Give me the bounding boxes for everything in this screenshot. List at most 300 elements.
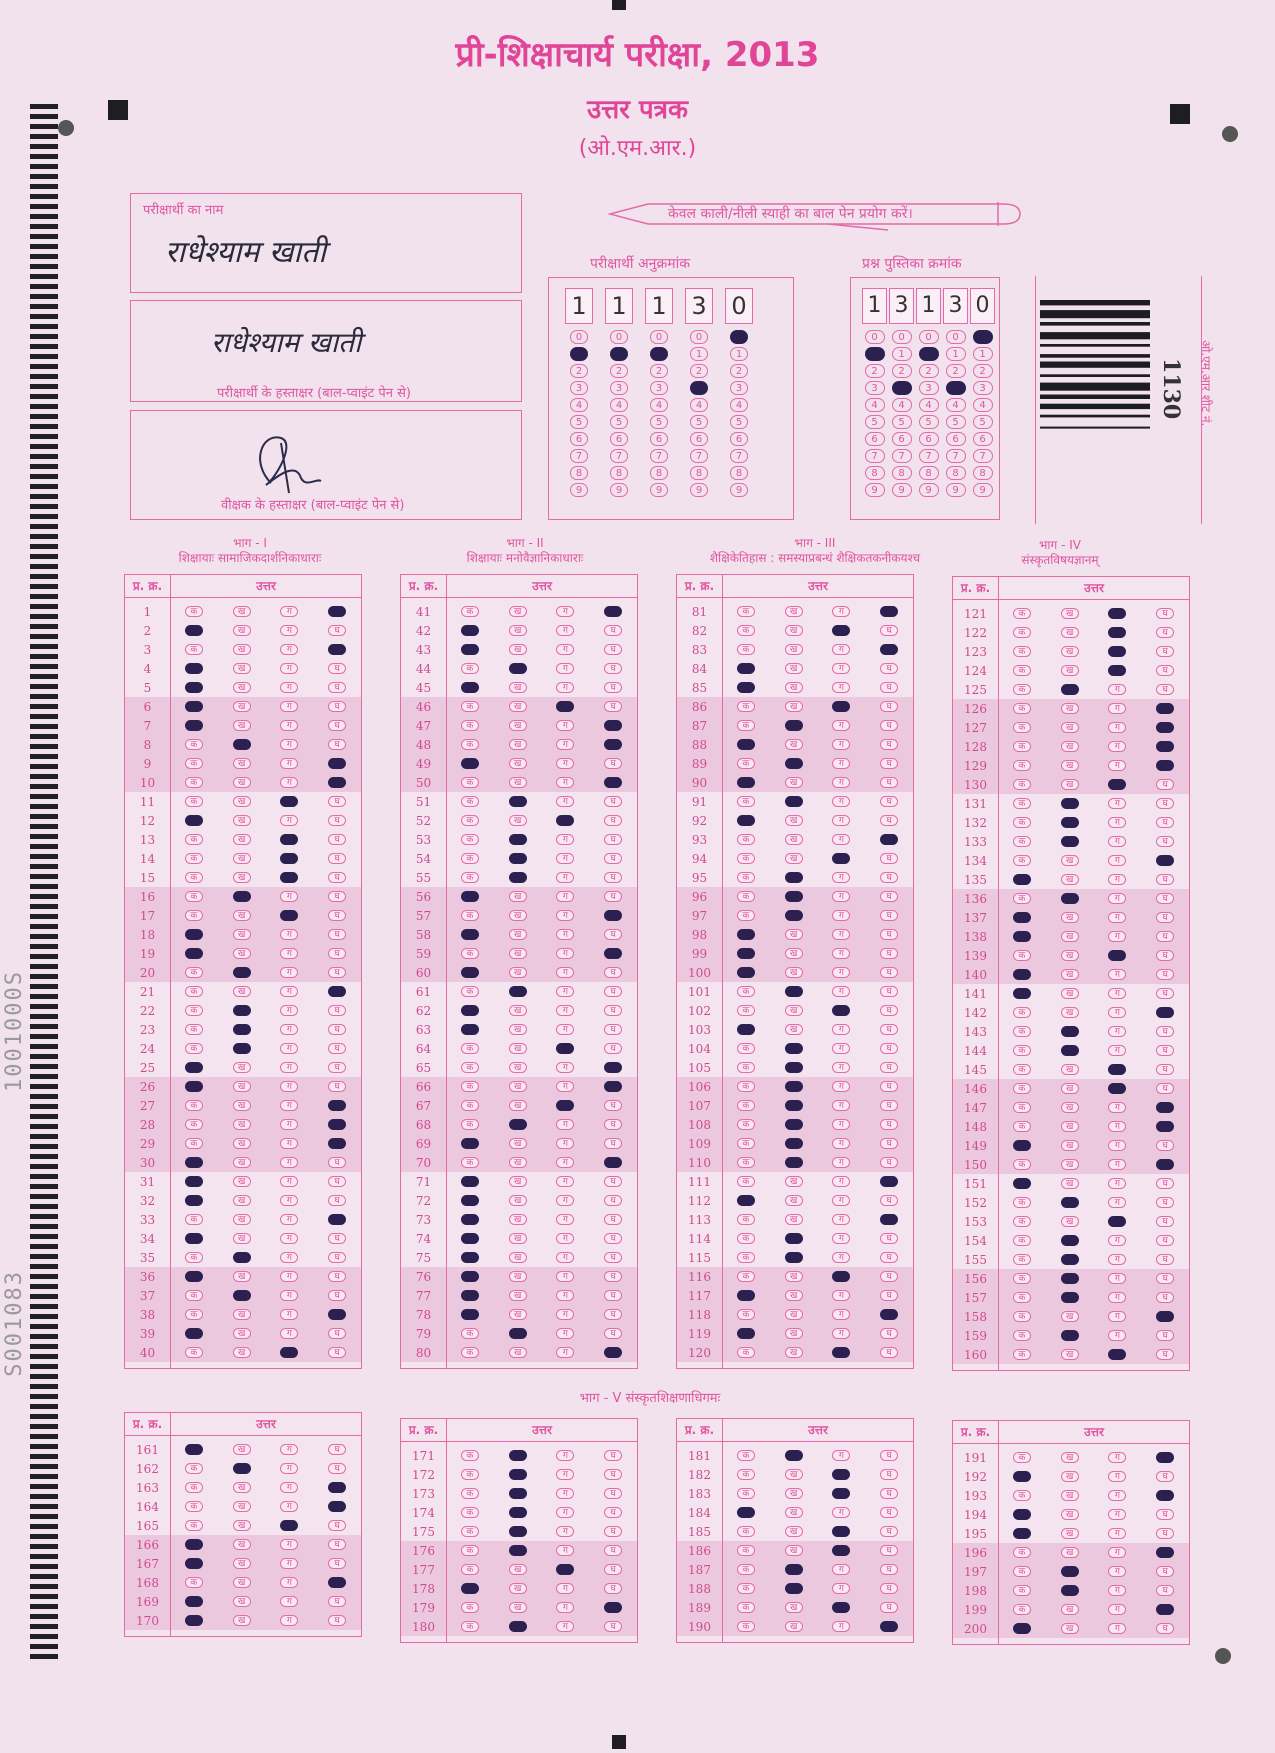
answer-bubble[interactable] [328,1214,346,1225]
answer-bubble[interactable]: ग [280,948,298,959]
answer-bubble[interactable]: ग [280,1157,298,1168]
digit-box[interactable]: 3 [889,288,914,324]
digit-bubble[interactable]: 7 [865,449,885,463]
answer-bubble[interactable]: ख [785,625,803,636]
answer-bubble[interactable]: घ [604,1100,622,1111]
answer-bubble[interactable]: ख [1061,779,1079,790]
answer-bubble[interactable]: ग [556,606,574,617]
digit-bubble[interactable]: 8 [946,466,966,480]
digit-bubble[interactable]: 9 [946,483,966,497]
answer-bubble[interactable] [1061,1585,1079,1596]
answer-bubble[interactable]: ग [1108,1140,1126,1151]
answer-bubble[interactable]: ख [233,853,251,864]
answer-bubble[interactable] [185,1615,203,1626]
answer-bubble[interactable]: ग [832,1157,850,1168]
digit-box[interactable]: 1 [862,288,887,324]
answer-bubble[interactable]: ख [1061,646,1079,657]
digit-bubble[interactable] [610,347,628,361]
answer-bubble[interactable]: क [461,1043,479,1054]
answer-bubble[interactable]: क [185,1214,203,1225]
answer-bubble[interactable]: ग [832,1081,850,1092]
answer-bubble[interactable]: घ [604,891,622,902]
answer-bubble[interactable]: ग [1108,1528,1126,1539]
answer-bubble[interactable]: ग [1108,988,1126,999]
answer-bubble[interactable]: घ [328,815,346,826]
answer-bubble[interactable]: ग [280,1081,298,1092]
digit-box[interactable]: 1 [916,288,941,324]
answer-bubble[interactable]: ख [509,1271,527,1282]
answer-bubble[interactable] [737,1195,755,1206]
answer-bubble[interactable]: ग [556,739,574,750]
answer-bubble[interactable]: ख [233,1482,251,1493]
digit-bubble[interactable]: 5 [946,415,966,429]
answer-bubble[interactable]: क [737,1062,755,1073]
answer-bubble[interactable]: घ [328,1444,346,1455]
answer-bubble[interactable]: ख [1061,1216,1079,1227]
answer-bubble[interactable]: ग [280,1176,298,1187]
answer-bubble[interactable]: ख [1061,741,1079,752]
answer-bubble[interactable]: ख [509,815,527,826]
answer-bubble[interactable]: क [737,644,755,655]
answer-bubble[interactable]: ख [509,929,527,940]
answer-bubble[interactable]: ग [556,1507,574,1518]
answer-bubble[interactable]: घ [604,1138,622,1149]
answer-bubble[interactable]: ग [1108,1330,1126,1341]
answer-bubble[interactable] [1013,1509,1031,1520]
answer-bubble[interactable]: क [1013,1452,1031,1463]
answer-bubble[interactable]: ख [785,739,803,750]
answer-bubble[interactable]: ग [1108,1121,1126,1132]
answer-bubble[interactable]: ग [280,986,298,997]
digit-bubble[interactable] [570,347,588,361]
answer-bubble[interactable]: घ [880,891,898,902]
answer-bubble[interactable]: घ [328,1043,346,1054]
answer-bubble[interactable]: क [737,625,755,636]
answer-bubble[interactable]: क [737,1309,755,1320]
digit-bubble[interactable]: 3 [570,381,588,395]
digit-bubble[interactable]: 3 [919,381,939,395]
answer-bubble[interactable] [233,739,251,750]
answer-bubble[interactable] [1156,741,1174,752]
answer-bubble[interactable]: ग [832,910,850,921]
answer-bubble[interactable] [604,948,622,959]
answer-bubble[interactable] [1156,703,1174,714]
answer-bubble[interactable] [832,1488,850,1499]
answer-bubble[interactable]: ख [1061,1007,1079,1018]
digit-bubble[interactable]: 9 [650,483,668,497]
answer-bubble[interactable] [1013,1178,1031,1189]
answer-bubble[interactable] [1108,950,1126,961]
answer-bubble[interactable]: घ [880,1081,898,1092]
answer-bubble[interactable]: क [461,796,479,807]
answer-bubble[interactable]: ख [1061,1311,1079,1322]
answer-bubble[interactable]: घ [604,663,622,674]
answer-bubble[interactable]: घ [880,777,898,788]
answer-bubble[interactable]: ग [1108,703,1126,714]
answer-bubble[interactable] [832,1271,850,1282]
answer-bubble[interactable]: क [1013,1273,1031,1284]
answer-bubble[interactable] [185,701,203,712]
answer-bubble[interactable]: ख [509,891,527,902]
digit-bubble[interactable]: 6 [865,432,885,446]
answer-bubble[interactable]: घ [880,739,898,750]
answer-bubble[interactable]: ग [556,777,574,788]
digit-bubble[interactable]: 2 [650,364,668,378]
answer-bubble[interactable]: ख [785,1602,803,1613]
answer-bubble[interactable]: घ [1156,1197,1174,1208]
answer-bubble[interactable]: क [461,853,479,864]
answer-bubble[interactable]: घ [1156,817,1174,828]
answer-bubble[interactable]: ग [832,1100,850,1111]
answer-bubble[interactable]: ख [785,815,803,826]
answer-bubble[interactable]: क [1013,1159,1031,1170]
digit-bubble[interactable]: 8 [610,466,628,480]
answer-bubble[interactable]: ग [556,682,574,693]
answer-bubble[interactable] [1013,1623,1031,1634]
digit-bubble[interactable]: 3 [730,381,748,395]
answer-bubble[interactable]: क [1013,1064,1031,1075]
answer-bubble[interactable]: ग [280,1252,298,1263]
answer-bubble[interactable] [185,1444,203,1455]
answer-bubble[interactable]: ख [509,758,527,769]
answer-bubble[interactable] [1061,1235,1079,1246]
digit-bubble[interactable]: 9 [973,483,993,497]
answer-bubble[interactable] [185,1596,203,1607]
answer-bubble[interactable]: ग [556,1290,574,1301]
answer-bubble[interactable]: घ [1156,1026,1174,1037]
answer-bubble[interactable]: ग [556,986,574,997]
digit-bubble[interactable]: 9 [610,483,628,497]
answer-bubble[interactable]: ग [1108,684,1126,695]
answer-bubble[interactable]: ग [1108,1045,1126,1056]
answer-bubble[interactable]: क [461,606,479,617]
digit-bubble[interactable]: 2 [865,364,885,378]
answer-bubble[interactable]: घ [604,1119,622,1130]
digit-bubble[interactable]: 2 [610,364,628,378]
answer-bubble[interactable]: ग [832,891,850,902]
answer-bubble[interactable]: ग [556,1309,574,1320]
digit-bubble[interactable]: 6 [919,432,939,446]
answer-bubble[interactable] [1013,969,1031,980]
answer-bubble[interactable]: ख [233,663,251,674]
answer-bubble[interactable]: घ [880,1005,898,1016]
answer-bubble[interactable]: क [737,1214,755,1225]
answer-bubble[interactable]: ग [1108,855,1126,866]
answer-bubble[interactable] [604,739,622,750]
answer-bubble[interactable]: क [1013,1490,1031,1501]
answer-bubble[interactable]: घ [880,1328,898,1339]
answer-bubble[interactable]: ग [556,1526,574,1537]
answer-bubble[interactable]: ग [280,1558,298,1569]
digit-bubble[interactable]: 0 [892,330,912,344]
answer-bubble[interactable]: ग [1108,1159,1126,1170]
answer-bubble[interactable]: ग [1108,1311,1126,1322]
digit-bubble[interactable]: 9 [865,483,885,497]
digit-bubble[interactable]: 0 [919,330,939,344]
answer-bubble[interactable]: ख [1061,1490,1079,1501]
answer-bubble[interactable]: क [737,1450,755,1461]
answer-bubble[interactable]: क [461,1157,479,1168]
answer-bubble[interactable]: घ [604,1507,622,1518]
answer-bubble[interactable]: क [1013,1566,1031,1577]
answer-bubble[interactable] [509,1488,527,1499]
answer-bubble[interactable]: ग [556,1621,574,1632]
digit-bubble[interactable]: 3 [973,381,993,395]
answer-bubble[interactable] [785,758,803,769]
answer-bubble[interactable]: क [737,1176,755,1187]
answer-bubble[interactable] [880,1621,898,1632]
answer-bubble[interactable] [461,1005,479,1016]
answer-bubble[interactable]: घ [604,682,622,693]
answer-bubble[interactable]: ग [832,834,850,845]
answer-bubble[interactable]: घ [1156,893,1174,904]
answer-bubble[interactable]: घ [328,1176,346,1187]
answer-bubble[interactable]: घ [1156,1254,1174,1265]
answer-bubble[interactable]: ग [1108,1509,1126,1520]
answer-bubble[interactable]: ख [785,701,803,712]
digit-bubble[interactable]: 6 [973,432,993,446]
answer-bubble[interactable]: क [1013,684,1031,695]
answer-bubble[interactable]: ख [509,1309,527,1320]
answer-bubble[interactable]: क [737,1271,755,1282]
digit-bubble[interactable]: 2 [690,364,708,378]
answer-bubble[interactable]: ग [1108,1007,1126,1018]
digit-bubble[interactable]: 2 [570,364,588,378]
answer-bubble[interactable]: ग [556,1488,574,1499]
answer-bubble[interactable]: क [1013,760,1031,771]
answer-bubble[interactable]: क [1013,817,1031,828]
answer-bubble[interactable]: घ [1156,1585,1174,1596]
answer-bubble[interactable]: घ [880,872,898,883]
digit-bubble[interactable]: 5 [865,415,885,429]
answer-bubble[interactable]: ग [556,910,574,921]
answer-bubble[interactable]: ग [832,777,850,788]
answer-bubble[interactable]: क [737,1488,755,1499]
answer-bubble[interactable]: घ [328,910,346,921]
answer-bubble[interactable]: क [1013,627,1031,638]
answer-bubble[interactable] [604,1081,622,1092]
answer-bubble[interactable]: क [185,1138,203,1149]
answer-bubble[interactable] [328,758,346,769]
answer-bubble[interactable]: ग [556,663,574,674]
answer-bubble[interactable]: ख [1061,1528,1079,1539]
answer-bubble[interactable]: घ [604,1176,622,1187]
answer-bubble[interactable]: ग [832,606,850,617]
answer-bubble[interactable]: ख [509,1252,527,1263]
answer-bubble[interactable]: क [461,720,479,731]
answer-bubble[interactable]: ख [509,1081,527,1092]
answer-bubble[interactable]: क [737,720,755,731]
answer-bubble[interactable]: ख [233,1596,251,1607]
answer-bubble[interactable]: क [1013,1216,1031,1227]
answer-bubble[interactable]: ग [832,1138,850,1149]
answer-bubble[interactable]: क [185,1347,203,1358]
answer-bubble[interactable]: ख [1061,1140,1079,1151]
answer-bubble[interactable]: ख [1061,931,1079,942]
answer-bubble[interactable]: ख [509,606,527,617]
answer-bubble[interactable] [1156,1604,1174,1615]
answer-bubble[interactable]: ग [280,1214,298,1225]
answer-bubble[interactable]: ग [1108,817,1126,828]
answer-bubble[interactable]: ग [280,1615,298,1626]
answer-bubble[interactable] [1108,1216,1126,1227]
answer-bubble[interactable] [509,986,527,997]
answer-bubble[interactable]: ख [1061,1159,1079,1170]
answer-bubble[interactable]: ख [233,1214,251,1225]
answer-bubble[interactable]: घ [1156,684,1174,695]
answer-bubble[interactable]: घ [880,1450,898,1461]
answer-bubble[interactable] [880,1214,898,1225]
answer-bubble[interactable]: घ [604,1328,622,1339]
answer-bubble[interactable]: ग [280,682,298,693]
answer-bubble[interactable]: क [461,910,479,921]
answer-bubble[interactable]: ख [233,1271,251,1282]
answer-bubble[interactable]: ग [280,1043,298,1054]
answer-bubble[interactable]: घ [604,644,622,655]
answer-bubble[interactable] [1108,1083,1126,1094]
answer-bubble[interactable]: ख [785,1526,803,1537]
answer-bubble[interactable]: घ [604,1545,622,1556]
answer-bubble[interactable]: क [461,1507,479,1518]
digit-bubble[interactable]: 0 [610,330,628,344]
answer-bubble[interactable] [328,986,346,997]
answer-bubble[interactable] [785,910,803,921]
answer-bubble[interactable]: ग [280,967,298,978]
answer-bubble[interactable]: घ [880,1488,898,1499]
answer-bubble[interactable]: ख [233,701,251,712]
answer-bubble[interactable]: घ [1156,779,1174,790]
answer-bubble[interactable]: ख [233,1100,251,1111]
answer-bubble[interactable] [832,1469,850,1480]
answer-bubble[interactable]: ग [1108,1566,1126,1577]
answer-bubble[interactable]: ख [1061,1547,1079,1558]
answer-bubble[interactable]: घ [328,663,346,674]
answer-bubble[interactable]: घ [604,1583,622,1594]
answer-bubble[interactable] [785,1081,803,1092]
answer-bubble[interactable] [328,1309,346,1320]
answer-bubble[interactable]: घ [328,967,346,978]
answer-bubble[interactable]: ख [785,948,803,959]
digit-bubble[interactable]: 8 [865,466,885,480]
answer-bubble[interactable] [328,1501,346,1512]
answer-bubble[interactable]: ग [832,1119,850,1130]
answer-bubble[interactable]: घ [1156,1083,1174,1094]
digit-bubble[interactable]: 4 [610,398,628,412]
answer-bubble[interactable] [832,1526,850,1537]
answer-bubble[interactable]: ग [1108,1547,1126,1558]
digit-bubble[interactable]: 4 [650,398,668,412]
digit-bubble[interactable] [892,381,912,395]
answer-bubble[interactable]: ख [509,1100,527,1111]
answer-bubble[interactable] [185,1157,203,1168]
answer-bubble[interactable]: घ [880,701,898,712]
answer-bubble[interactable] [737,1290,755,1301]
answer-bubble[interactable] [1061,893,1079,904]
answer-bubble[interactable]: ग [832,948,850,959]
answer-bubble[interactable] [604,1157,622,1168]
answer-bubble[interactable]: क [461,663,479,674]
answer-bubble[interactable]: ख [785,644,803,655]
answer-bubble[interactable]: ख [785,1024,803,1035]
answer-bubble[interactable]: ग [1108,1273,1126,1284]
answer-bubble[interactable]: क [1013,1235,1031,1246]
answer-bubble[interactable]: क [1013,1197,1031,1208]
answer-bubble[interactable]: घ [604,967,622,978]
answer-bubble[interactable]: घ [880,1271,898,1282]
answer-bubble[interactable]: ग [280,1539,298,1550]
answer-bubble[interactable] [1061,798,1079,809]
answer-bubble[interactable]: क [461,1602,479,1613]
answer-bubble[interactable] [461,967,479,978]
answer-bubble[interactable]: ख [1061,1121,1079,1132]
answer-bubble[interactable] [785,1564,803,1575]
answer-bubble[interactable]: ग [280,625,298,636]
answer-bubble[interactable]: ख [785,682,803,693]
answer-bubble[interactable] [509,1507,527,1518]
digit-bubble[interactable]: 0 [570,330,588,344]
answer-bubble[interactable] [509,1119,527,1130]
answer-bubble[interactable]: ख [233,1328,251,1339]
answer-bubble[interactable]: घ [880,1469,898,1480]
answer-bubble[interactable]: ख [509,1138,527,1149]
answer-bubble[interactable]: ग [1108,1178,1126,1189]
answer-bubble[interactable]: ख [233,1539,251,1550]
answer-bubble[interactable]: घ [328,1005,346,1016]
answer-bubble[interactable]: ग [280,1482,298,1493]
answer-bubble[interactable]: ग [556,853,574,864]
answer-bubble[interactable]: घ [1156,1349,1174,1360]
answer-bubble[interactable]: क [185,834,203,845]
answer-bubble[interactable] [280,853,298,864]
digit-bubble[interactable]: 5 [892,415,912,429]
answer-bubble[interactable]: ख [509,1024,527,1035]
answer-bubble[interactable]: ग [280,1290,298,1301]
answer-bubble[interactable] [233,967,251,978]
answer-bubble[interactable] [461,1252,479,1263]
answer-bubble[interactable]: ग [556,1081,574,1092]
answer-bubble[interactable]: क [737,1233,755,1244]
answer-bubble[interactable] [461,625,479,636]
answer-bubble[interactable]: घ [604,1526,622,1537]
answer-bubble[interactable] [880,644,898,655]
answer-bubble[interactable]: घ [1156,836,1174,847]
digit-bubble[interactable]: 0 [946,330,966,344]
answer-bubble[interactable]: क [185,1100,203,1111]
answer-bubble[interactable]: ख [785,1309,803,1320]
answer-bubble[interactable]: ग [280,1024,298,1035]
answer-bubble[interactable]: ग [280,701,298,712]
answer-bubble[interactable]: ग [832,1233,850,1244]
answer-bubble[interactable]: ग [556,1545,574,1556]
answer-bubble[interactable] [1156,1121,1174,1132]
answer-bubble[interactable]: क [185,1043,203,1054]
answer-bubble[interactable]: ख [509,720,527,731]
answer-bubble[interactable]: ग [556,1195,574,1206]
answer-bubble[interactable]: ग [832,663,850,674]
digit-bubble[interactable] [865,347,885,361]
answer-bubble[interactable]: ग [280,929,298,940]
answer-bubble[interactable] [233,1024,251,1035]
answer-bubble[interactable]: क [1013,1604,1031,1615]
answer-bubble[interactable] [785,986,803,997]
answer-bubble[interactable] [785,1138,803,1149]
answer-bubble[interactable]: ग [556,644,574,655]
answer-bubble[interactable] [185,720,203,731]
answer-bubble[interactable] [1013,1140,1031,1151]
answer-bubble[interactable]: घ [328,948,346,959]
answer-bubble[interactable]: घ [328,891,346,902]
answer-bubble[interactable] [1108,1064,1126,1075]
